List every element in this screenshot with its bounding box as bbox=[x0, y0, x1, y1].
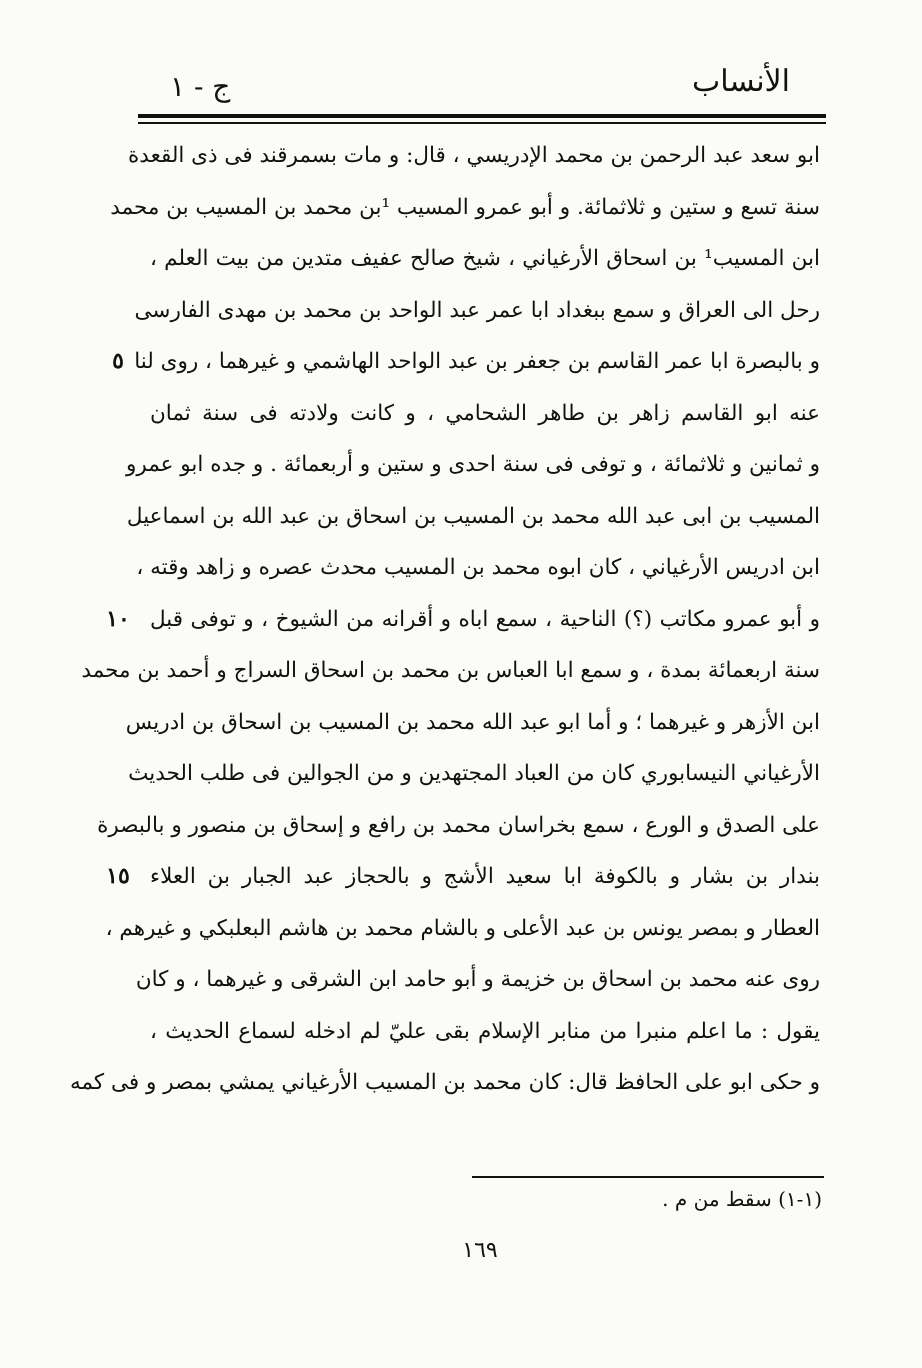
header-rule-thick bbox=[138, 114, 826, 118]
header-rule-thin bbox=[138, 122, 826, 124]
line-number-10: ١٠ bbox=[106, 605, 130, 632]
text-line: بندار بن بشار و بالكوفة ابا سعيد الأشج و بالحجاز عبد الجبار بن العلاء bbox=[150, 864, 820, 889]
text-line: روى عنه محمد بن اسحاق بن خزيمة و أبو حامد ابن الشرقى و غيرهما ، و كان bbox=[135, 967, 820, 992]
footnote: (١-١) سقط من م . bbox=[662, 1187, 822, 1211]
header-title: الأنساب bbox=[692, 64, 790, 99]
text-line: على الصدق و الورع ، سمع بخراسان محمد بن رافع و إسحاق بن منصور و بالبصرة bbox=[97, 812, 820, 838]
line-number-15: ١٥ bbox=[106, 863, 130, 889]
text-line: و حكى ابو على الحافظ قال: كان محمد بن المسيب الأرغياني يمشي بمصر و فى كمه bbox=[69, 1070, 820, 1095]
text-line: ابن الأزهر و غيرهما ؛ و أما ابو عبد الله محمد بن المسيب بن اسحاق بن ادريس bbox=[125, 709, 820, 735]
page-number: ١٦٩ bbox=[462, 1238, 498, 1263]
text-line: العطار و بمصر يونس بن عبد الأعلى و بالشام محمد بن هاشم البعلبكي و غيرهم ، bbox=[105, 915, 820, 941]
text-line: ابو سعد عبد الرحمن بن محمد الإدريسي ، قال: و مات بسمرقند فى ذى القعدة bbox=[128, 143, 820, 168]
text-line: ابن المسيب¹ بن اسحاق الأرغياني ، شيخ صالح عفيف متدين من بيت العلم ، bbox=[150, 246, 820, 271]
text-line: رحل الى العراق و سمع ببغداد ابا عمر عبد الواحد بن محمد بن مهدى الفارسى bbox=[134, 297, 820, 323]
text-line: عنه ابو القاسم زاهر بن طاهر الشحامي ، و كانت ولادته فى سنة ثمان bbox=[150, 400, 820, 426]
line-number-5: ٥ bbox=[112, 348, 124, 374]
footnote-rule bbox=[472, 1176, 824, 1178]
text-line: الأرغياني النيسابوري كان من العباد المجتهدين و من الجوالين فى طلب الحديث bbox=[128, 761, 820, 786]
text-line: و أبو عمرو مكاتب (؟) الناحية ، سمع اباه و أقرانه من الشيوخ ، و توفى قبل bbox=[150, 606, 820, 632]
text-line: ابن ادريس الأرغياني ، كان ابوه محمد بن المسيب محدث عصره و زاهد وقته ، bbox=[136, 555, 820, 580]
text-line: سنة اربعمائة بمدة ، و سمع ابا العباس بن محمد بن اسحاق السراج و أحمد بن محمد bbox=[81, 658, 820, 683]
text-line: يقول : ما اعلم منبرا من منابر الإسلام بقى عليّ لم ادخله لسماع الحديث ، bbox=[150, 1018, 820, 1044]
text-line: و بالبصرة ابا عمر القاسم بن جعفر بن عبد الواحد الهاشمي و غيرهما ، روى لنا bbox=[134, 349, 820, 374]
text-line: المسيب بن ابى عبد الله محمد بن المسيب بن اسحاق بن عبد الله بن اسماعيل bbox=[126, 503, 820, 529]
text-line: سنة تسع و ستين و ثلاثمائة. و أبو عمرو المسيب ¹بن محمد بن المسيب بن محمد bbox=[110, 194, 820, 220]
header-volume: ج - ١ bbox=[170, 70, 231, 103]
text-line: و ثمانين و ثلاثمائة ، و توفى فى سنة احدى و ستين و أربعمائة . و جده ابو عمرو bbox=[125, 452, 820, 477]
running-header bbox=[140, 60, 820, 108]
